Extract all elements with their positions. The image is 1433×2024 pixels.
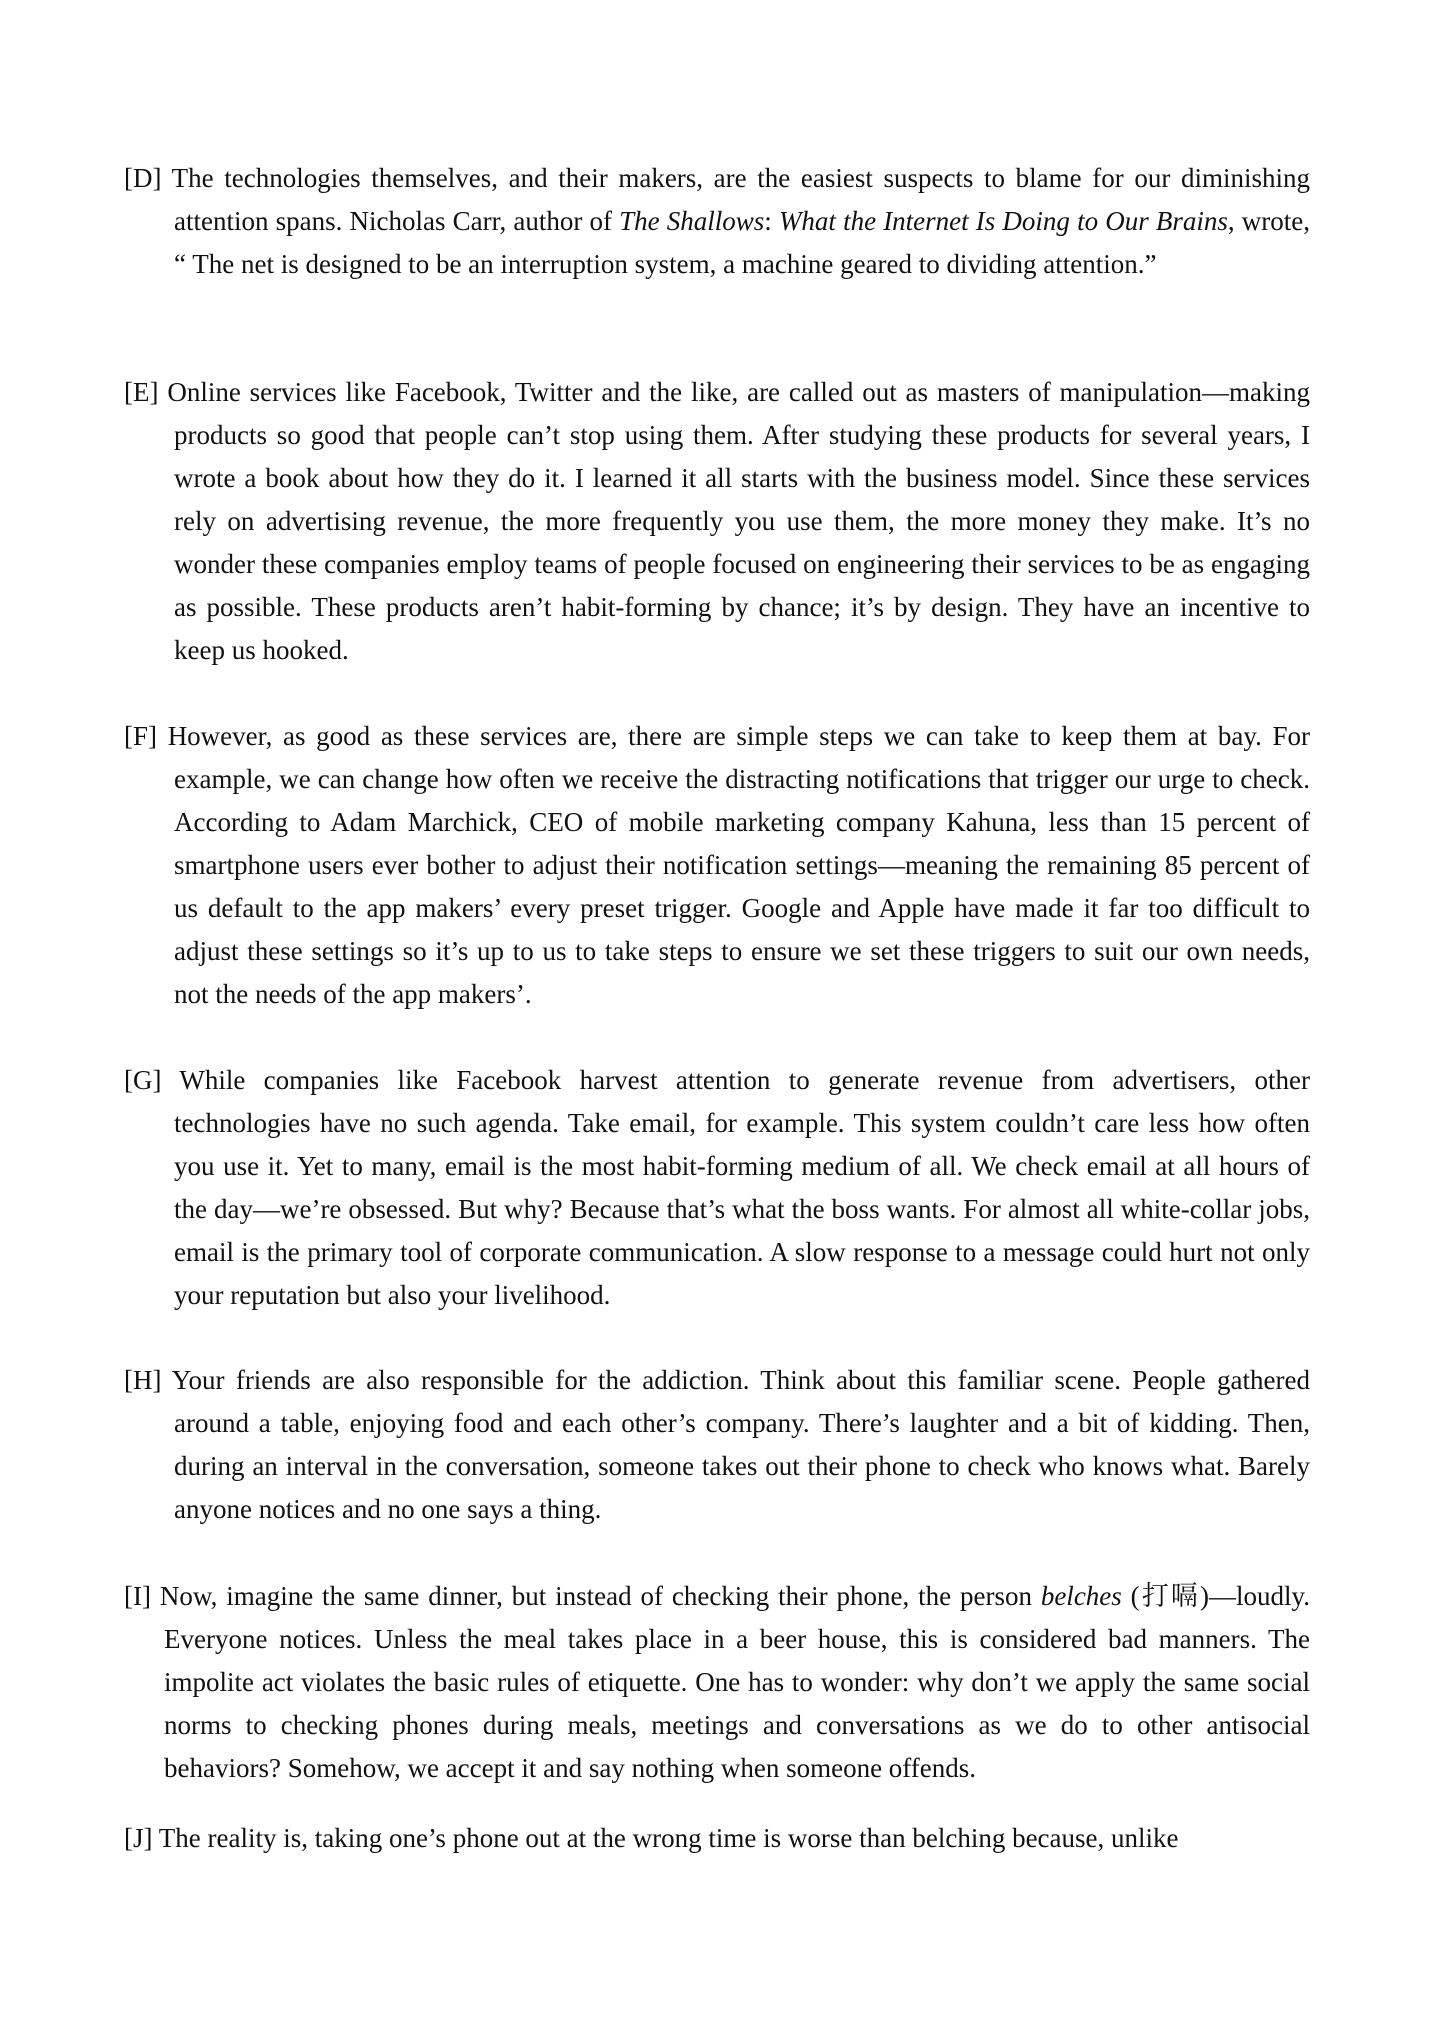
paragraph-label: [I]	[124, 1581, 151, 1611]
paragraph-label: [G]	[124, 1065, 162, 1095]
italic-word: belches	[1040, 1581, 1122, 1611]
paragraph-g	[124, 1059, 1310, 1317]
paragraph-label: [E]	[124, 377, 159, 407]
chinese-gloss: (打嗝)	[1121, 1581, 1210, 1611]
paragraph-label: [J]	[124, 1823, 153, 1853]
title-colon: :	[764, 206, 779, 236]
paragraph-text: Online services like Facebook, Twitter and the like, are called out as masters of manipulation—making products so good that people can’t stop using them. After studying these products for several years, I wrote a book about how they do it. I learned it all starts with the business model. Since these services rely on advertising revenue, the more frequently you use them, the more money they make. It’s no wonder these companies employ teams of people focused on engineering their services to be as engaging as possible. These products aren’t habit-forming by chance; it’s by design. They have an incentive to keep us hooked.	[167, 377, 1311, 665]
paragraph-text: , wrote, “ The net is designed to be an interruption system, a machine geared to dividing attention.”	[174, 206, 1310, 279]
book-subtitle: What the Internet Is Doing to Our Brains	[778, 206, 1228, 236]
paragraph-text: While companies like Facebook harvest attention to generate revenue from advertisers, other technologies have no such agenda. Take email, for example. This system couldn’t care less how often you use it. Yet to many, email is the most habit-forming medium of all. We check email at all hours of the day—we’re obsessed. But why? Because that’s what the boss wants. For almost all white-collar jobs, email is the primary tool of corporate communication. A slow response to a message could hurt not only your reputation but also your livelihood.	[174, 1065, 1310, 1310]
paragraph-d	[124, 157, 1310, 286]
paragraph-text: —loudly. Everyone notices. Unless the meal takes place in a beer house, this is considered bad manners. The impolite act violates the basic rules of etiquette. One has to wonder: why don’t we apply the same social norms to checking phones during meals, meetings and conversations as we do to other antisocial behaviors? Somehow, we accept it and say nothing when someone offends.	[164, 1581, 1311, 1783]
paragraph-i	[124, 1575, 1310, 1790]
paragraph-label: [D]	[124, 163, 162, 193]
paragraph-text: Your friends are also responsible for the addiction. Think about this familiar scene. People gathered around a table, enjoying food and each other’s company. There’s laughter and a bit of kidding. Then, during an interval in the conversation, someone takes out their phone to check who knows what. Barely anyone notices and no one says a thing.	[171, 1365, 1311, 1524]
paragraph-label: [H]	[124, 1365, 162, 1395]
paragraph-e	[124, 371, 1310, 672]
paragraph-j	[124, 1817, 1310, 1860]
paragraph-text: However, as good as these services are, there are simple steps we can take to keep them at bay. For example, we can change how often we receive the distracting notifications that trigger our urge to check. According to Adam Marchick, CEO of mobile marketing company Kahuna, less than 15 percent of smartphone users ever bother to adjust their notification settings—meaning the remaining 85 percent of us default to the app makers’ every preset trigger. Google and Apple have made it far too difficult to adjust these settings so it’s up to us to take steps to ensure we set these triggers to suit our own needs, not the needs of the app makers’.	[167, 721, 1311, 1009]
paragraph-text: The reality is, taking one’s phone out at the wrong time is worse than belching because, unlike	[158, 1823, 1179, 1853]
book-title: The Shallows	[619, 206, 765, 236]
paragraph-text: The technologies themselves, and their makers, are the easiest suspects to blame for our diminishing attention spans. Nicholas Carr, author of	[171, 163, 1310, 236]
paragraph-text: Now, imagine the same dinner, but instead of checking their phone, the person	[159, 1581, 1041, 1611]
paragraph-label: [F]	[124, 721, 157, 751]
paragraph-h	[124, 1359, 1310, 1531]
paragraph-f	[124, 715, 1310, 1016]
